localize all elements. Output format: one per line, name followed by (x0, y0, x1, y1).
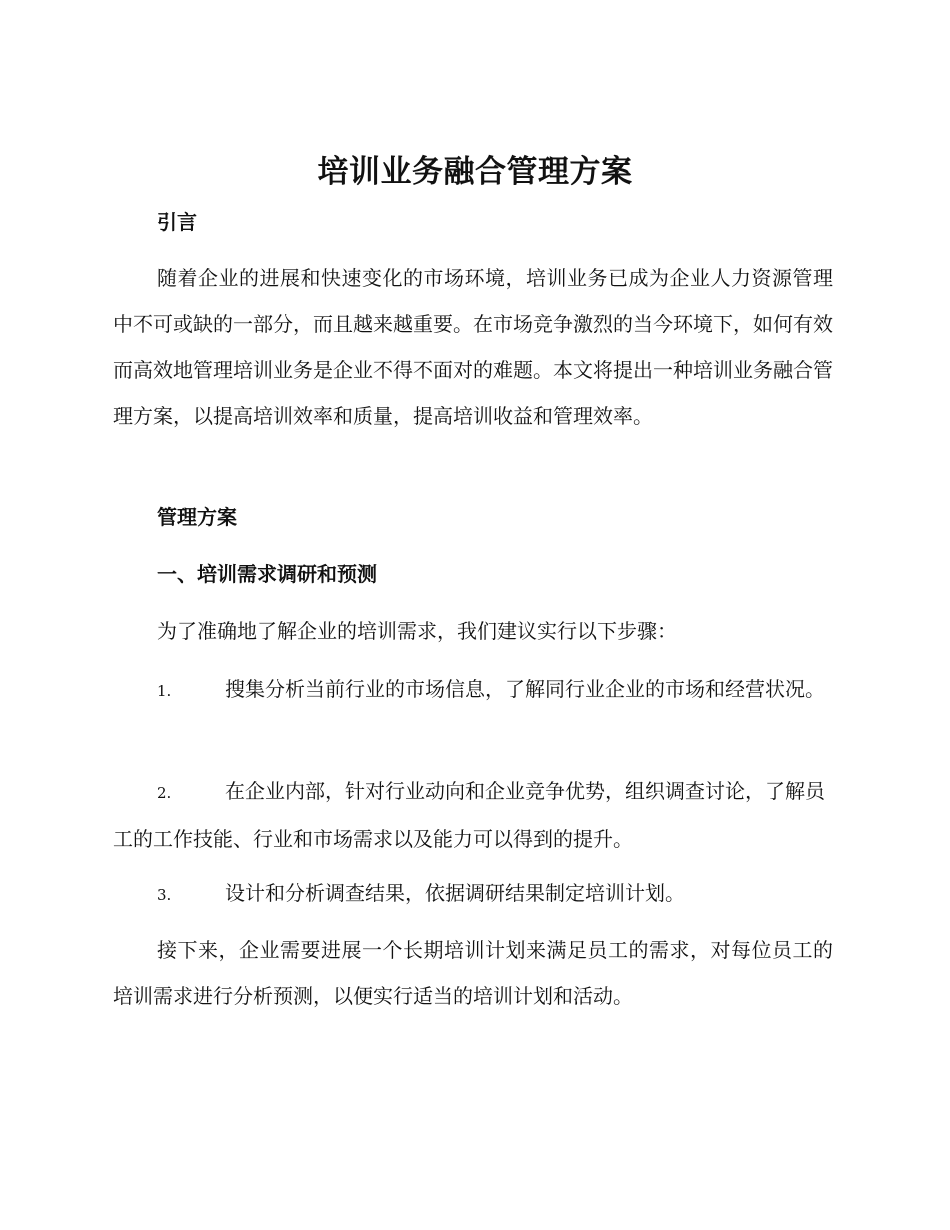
list-item-number: 2. (157, 784, 172, 802)
list-item-number: 1. (157, 682, 172, 700)
list-item-text: 在企业内部，针对行业动向和企业竞争优势，组织调查讨论，了解员工的工作技能、行业和市场需求以及能力可以得到的提升。 (113, 779, 825, 851)
list-item-number: 3. (157, 886, 172, 904)
list-item (113, 768, 833, 862)
list-item-text: 搜集分析当前行业的市场信息，了解同行业企业的市场和经营状况。 (225, 677, 825, 701)
intro-paragraph: 随着企业的进展和快速变化的市场环境，培训业务已成为企业人力资源管理中不可或缺的一部分，而且越来越重要。在市场竞争激烈的当今环境下，如何有效而高效地管理培训业务是企业不得不面对的难题。本文将提出一种培训业务融合管理方案，以提高培训效率和质量，提高培训收益和管理效率。 (113, 266, 833, 428)
plan-heading: 管理方案 (157, 505, 237, 529)
list-item-text: 设计和分析调查结果，依据调研结果制定培训计划。 (225, 881, 685, 905)
section1-lead-paragraph: 为了准确地了解企业的培训需求，我们建议实行以下步骤： (157, 619, 677, 643)
list-item (113, 870, 833, 918)
section1-heading: 一、培训需求调研和预测 (157, 562, 377, 586)
intro-heading: 引言 (157, 210, 197, 234)
closing-paragraph: 接下来，企业需要进展一个长期培训计划来满足员工的需求，对每位员工的培训需求进行分析预测，以便实行适当的培训计划和活动。 (113, 938, 833, 1008)
list-item (113, 666, 833, 714)
document-title: 培训业务融合管理方案 (317, 154, 633, 190)
